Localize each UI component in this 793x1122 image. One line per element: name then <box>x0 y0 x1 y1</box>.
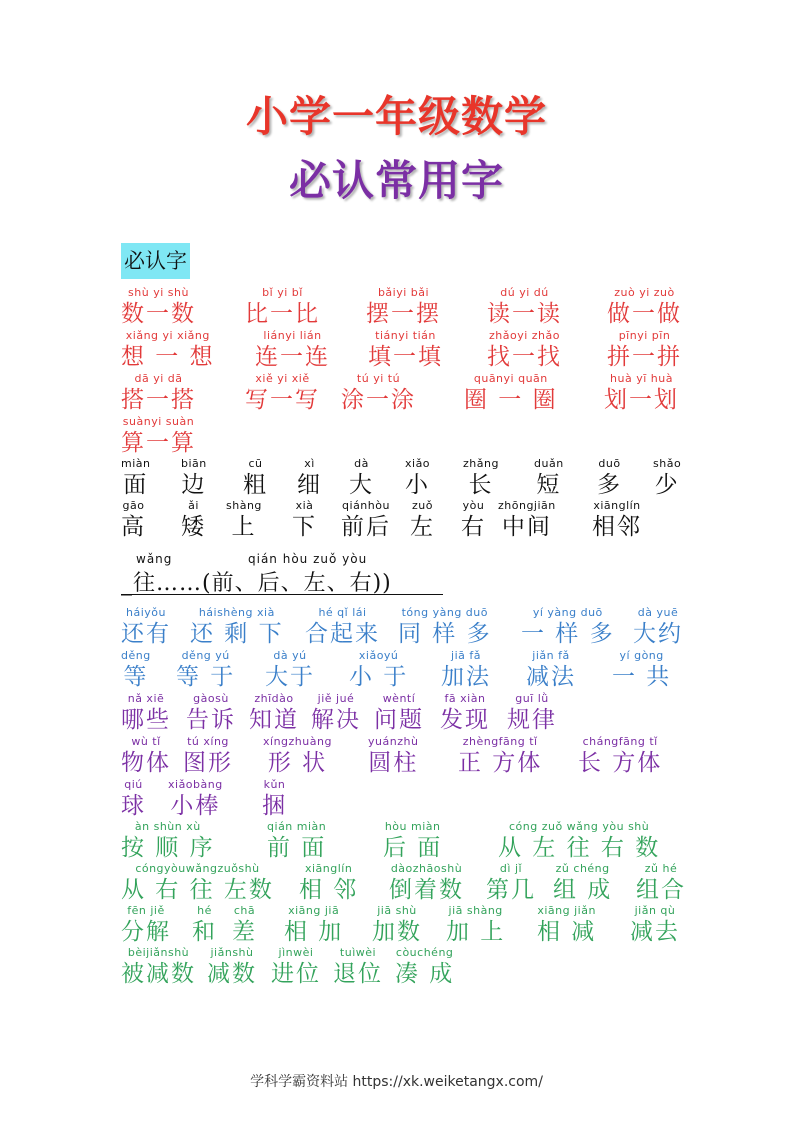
hanzi: 等 <box>123 664 149 690</box>
hanzi: 哪些 <box>121 707 171 733</box>
word-item <box>192 904 217 946</box>
word-item <box>398 606 492 648</box>
word-item <box>190 606 284 648</box>
word-item <box>262 778 287 820</box>
hanzi: 填一填 <box>368 344 443 370</box>
word-item <box>168 778 223 820</box>
word-item <box>464 372 558 414</box>
word-item <box>507 692 557 734</box>
word-item <box>207 946 257 988</box>
pinyin: miàn <box>121 457 151 470</box>
word-item <box>263 735 332 777</box>
wang-pinyin: wǎng <box>136 552 173 566</box>
word-item <box>176 649 235 691</box>
pinyin: duǎn <box>534 457 564 470</box>
pinyin: tú xíng <box>187 735 229 748</box>
pinyin: dà yuē <box>637 606 679 619</box>
hanzi: 组 成 <box>553 877 613 903</box>
page-title: 小学一年级数学 <box>245 92 547 141</box>
hanzi: 加法 <box>441 664 491 690</box>
pinyin: zǔ chéng <box>555 862 610 875</box>
hanzi: 发现 <box>440 707 490 733</box>
word-item <box>226 499 262 541</box>
word-item <box>121 820 215 862</box>
pinyin: qián miàn <box>267 820 327 833</box>
hanzi: 相 减 <box>537 919 597 945</box>
pinyin: jiā fǎ <box>451 649 481 662</box>
pinyin: jiā shù <box>377 904 417 917</box>
word-item <box>366 286 441 328</box>
hanzi: 前后 <box>341 514 391 540</box>
hanzi: 组合 <box>636 877 686 903</box>
pinyin: xiǎoyú <box>358 649 399 662</box>
pinyin: huà yī huà <box>610 372 673 385</box>
pinyin: zǔ hé <box>644 862 678 875</box>
word-item <box>534 457 564 499</box>
word-item <box>121 329 215 371</box>
hanzi: 加数 <box>372 919 422 945</box>
hanzi: 搭一搭 <box>121 387 196 413</box>
hanzi: 大 <box>349 472 374 498</box>
word-item <box>630 904 680 946</box>
hanzi: 高 <box>121 514 146 540</box>
pinyin: dā yi dā <box>134 372 183 385</box>
hanzi: 知道 <box>249 707 299 733</box>
word-item <box>607 329 682 371</box>
pinyin: jiǎn qù <box>634 904 676 917</box>
pinyin: hòu miàn <box>384 820 441 833</box>
word-item <box>604 372 679 414</box>
hanzi: 数一数 <box>121 301 196 327</box>
word-item <box>441 649 491 691</box>
word-item <box>461 499 486 541</box>
pinyin: zhīdào <box>254 692 294 705</box>
pinyin: yòu <box>462 499 485 512</box>
pinyin: yí gòng <box>619 649 664 662</box>
word-item <box>183 735 233 777</box>
word-item <box>395 946 454 988</box>
hanzi: 相 邻 <box>299 877 359 903</box>
word-item <box>311 692 361 734</box>
word-item <box>121 904 171 946</box>
hanzi: 大约 <box>633 621 683 647</box>
word-item <box>121 606 171 648</box>
word-item <box>349 457 374 499</box>
hanzi: 按 顺 序 <box>121 835 215 861</box>
hanzi: 中间 <box>501 514 552 540</box>
hanzi: 物体 <box>121 750 171 776</box>
pinyin: duō <box>598 457 621 470</box>
word-item <box>349 649 408 691</box>
pinyin: bǎiyi bǎi <box>377 286 430 299</box>
hanzi: 长 <box>468 472 494 498</box>
pinyin: tiányi tián <box>375 329 436 342</box>
word-item <box>121 862 274 904</box>
pinyin: quānyi quān <box>473 372 548 385</box>
hanzi: 分解 <box>121 919 171 945</box>
hanzi: 相邻 <box>592 514 642 540</box>
hanzi: 圈 一 圈 <box>464 387 558 413</box>
hanzi: 减数 <box>207 961 257 987</box>
word-item <box>265 649 315 691</box>
hanzi: 凑 成 <box>395 961 455 987</box>
hanzi: 加 上 <box>446 919 506 945</box>
word-item <box>341 499 391 541</box>
pinyin: zhǎng <box>463 457 499 470</box>
hanzi: 退位 <box>333 961 383 987</box>
word-item <box>372 904 422 946</box>
pinyin: dà <box>354 457 369 470</box>
word-item <box>526 649 576 691</box>
word-item <box>597 457 622 499</box>
pinyin: xiāng jiā <box>288 904 340 917</box>
word-item <box>537 904 596 946</box>
direction-pinyin: qián hòu zuǒ yòu <box>248 552 368 566</box>
hanzi: 粗 <box>243 472 268 498</box>
word-item <box>383 820 442 862</box>
pinyin: tú yi tú <box>356 372 401 385</box>
hanzi: 一 共 <box>612 664 672 690</box>
word-item <box>458 735 542 777</box>
pinyin: xiānglín <box>304 862 353 875</box>
pinyin: jiǎn fǎ <box>532 649 570 662</box>
hanzi: 正 方体 <box>458 750 543 776</box>
word-item <box>446 904 505 946</box>
pinyin: háiyǒu <box>126 606 166 619</box>
word-item <box>121 286 196 328</box>
hanzi: 读一读 <box>487 301 562 327</box>
hanzi: 减去 <box>630 919 680 945</box>
word-item <box>305 606 380 648</box>
pinyin: háishèng xià <box>198 606 275 619</box>
word-item <box>653 457 681 499</box>
pinyin: cū <box>248 457 263 470</box>
hanzi: 边 <box>181 472 207 498</box>
word-item <box>612 649 671 691</box>
hanzi: 比一比 <box>245 301 320 327</box>
hanzi: 做一做 <box>607 301 682 327</box>
pinyin: zhōngjiān <box>498 499 556 512</box>
pinyin: zhèngfāng tǐ <box>462 735 538 748</box>
word-item <box>440 692 490 734</box>
pinyin: guī lǜ <box>515 692 549 705</box>
word-item <box>121 457 150 499</box>
pinyin: yuánzhù <box>368 735 419 748</box>
pinyin: chā <box>233 904 256 917</box>
hanzi: 短 <box>536 472 562 498</box>
word-item <box>521 606 615 648</box>
pinyin: biān <box>181 457 207 470</box>
hanzi: 算一算 <box>121 430 196 456</box>
pinyin: dàozhāoshù <box>390 862 463 875</box>
hanzi: 右 <box>461 514 486 540</box>
pinyin: dì jǐ <box>499 862 523 875</box>
hanzi: 和 <box>192 919 217 945</box>
word-item <box>498 820 660 862</box>
pinyin: xiāng jiǎn <box>537 904 596 917</box>
pinyin: cóngyòuwǎngzuǒshù <box>135 862 260 875</box>
pinyin: wèntí <box>382 692 416 705</box>
pinyin: fā xiàn <box>444 692 486 705</box>
word-item <box>245 372 320 414</box>
hanzi: 圆柱 <box>368 750 419 776</box>
hanzi: 矮 <box>181 514 206 540</box>
pinyin: gàosù <box>193 692 229 705</box>
pinyin: bèijiǎnshù <box>127 946 190 959</box>
word-item <box>121 692 171 734</box>
hanzi: 上 <box>231 514 257 540</box>
word-item <box>249 692 299 734</box>
hanzi: 大于 <box>265 664 315 690</box>
pinyin: nǎ xiē <box>127 692 165 705</box>
pinyin: gāo <box>122 499 145 512</box>
pinyin: yí yàng duō <box>532 606 603 619</box>
pinyin: liányi lián <box>263 329 322 342</box>
hanzi: 从 左 往 右 数 <box>498 835 661 861</box>
word-item <box>121 415 196 457</box>
word-item <box>267 820 326 862</box>
pinyin: xiǎo <box>405 457 431 470</box>
hanzi: 被减数 <box>121 961 196 987</box>
hanzi: 解决 <box>311 707 361 733</box>
word-item <box>607 286 682 328</box>
word-item <box>487 286 562 328</box>
word-item <box>368 329 443 371</box>
wang-phrase: _往……(前、后、左、右)) <box>121 571 392 596</box>
word-item <box>292 499 317 541</box>
hanzi: 进位 <box>271 961 321 987</box>
pinyin: dà yú <box>273 649 307 662</box>
footer-source: 学科学霸资料站 https://xk.weiketangx.com/ <box>250 1074 543 1090</box>
pinyin: xiānglín <box>593 499 641 512</box>
pinyin: tóng yàng duō <box>401 606 488 619</box>
pinyin: suànyi suàn <box>122 415 195 428</box>
word-item <box>333 946 383 988</box>
word-item <box>232 904 257 946</box>
pinyin: ǎi <box>188 499 199 512</box>
hanzi: 减法 <box>526 664 576 690</box>
word-item <box>578 735 662 777</box>
pinyin: bǐ yi bǐ <box>262 286 303 299</box>
word-item <box>181 499 206 541</box>
word-item <box>121 778 146 820</box>
hanzi: 球 <box>121 793 146 819</box>
pinyin: jiǎnshù <box>210 946 254 959</box>
pinyin: jìnwèi <box>278 946 314 959</box>
pinyin: hé qǐ lái <box>318 606 367 619</box>
word-item <box>633 606 683 648</box>
word-item <box>592 499 642 541</box>
pinyin: dú yi dú <box>500 286 549 299</box>
word-item <box>341 372 416 414</box>
hanzi: 找一找 <box>487 344 562 370</box>
pinyin: qiánhòu <box>342 499 390 512</box>
hanzi: 一 样 多 <box>521 621 615 647</box>
hanzi: 形 状 <box>267 750 328 776</box>
word-item <box>368 735 418 777</box>
word-item <box>121 946 196 988</box>
pinyin: zuǒ <box>412 499 433 512</box>
pinyin: děng yú <box>181 649 230 662</box>
hanzi: 相 加 <box>284 919 344 945</box>
pinyin: xià <box>295 499 314 512</box>
word-item <box>271 946 321 988</box>
pinyin: kǔn <box>263 778 286 791</box>
hanzi: 后 面 <box>383 835 443 861</box>
pinyin: xiǎng yi xiǎng <box>125 329 210 342</box>
word-item <box>498 499 556 541</box>
pinyin: pīnyi pīn <box>618 329 671 342</box>
pinyin: xiě yi xiě <box>255 372 310 385</box>
word-item <box>243 457 268 499</box>
pinyin: fēn jiě <box>127 904 165 917</box>
hanzi: 差 <box>232 919 257 945</box>
pinyin: zhǎoyi zhǎo <box>489 329 560 342</box>
word-item <box>121 735 171 777</box>
hanzi: 从 右 往 左数 <box>121 877 274 903</box>
hanzi: 倒着数 <box>389 877 464 903</box>
hanzi: 少 <box>654 472 680 498</box>
word-item <box>255 329 330 371</box>
hanzi: 涂一涂 <box>341 387 416 413</box>
hanzi: 想 一 想 <box>121 344 215 370</box>
pinyin: xiǎobàng <box>168 778 223 791</box>
hanzi: 小 <box>405 472 431 498</box>
pinyin: zuò yi zuò <box>614 286 675 299</box>
page-subtitle: 必认常用字 <box>288 156 504 205</box>
word-item <box>405 457 430 499</box>
word-item <box>410 499 435 541</box>
section-label: 必认字 <box>121 243 190 279</box>
hanzi: 下 <box>292 514 317 540</box>
hanzi: 划一划 <box>604 387 679 413</box>
word-item <box>181 457 207 499</box>
pinyin: cóng zuǒ wǎng yòu shù <box>508 820 650 833</box>
hanzi: 面 <box>123 472 149 498</box>
pinyin: shù yi shù <box>128 286 189 299</box>
pinyin: jiā shàng <box>448 904 503 917</box>
hanzi: 长 方体 <box>578 750 663 776</box>
word-item <box>486 862 536 904</box>
hanzi: 写一写 <box>245 387 320 413</box>
word-item <box>299 862 358 904</box>
pinyin: chángfāng tǐ <box>582 735 658 748</box>
hanzi: 摆一摆 <box>366 301 441 327</box>
pinyin: xì <box>304 457 315 470</box>
hanzi: 小棒 <box>170 793 221 819</box>
hanzi: 还有 <box>121 621 171 647</box>
pinyin: jiě jué <box>317 692 355 705</box>
word-item <box>374 692 424 734</box>
hanzi: 细 <box>297 472 322 498</box>
hanzi: 图形 <box>183 750 233 776</box>
word-item <box>245 286 320 328</box>
pinyin: xíngzhuàng <box>263 735 332 748</box>
pinyin: děng <box>121 649 151 662</box>
hanzi: 同 样 多 <box>398 621 492 647</box>
word-item <box>121 372 196 414</box>
hanzi: 前 面 <box>267 835 327 861</box>
hanzi: 连一连 <box>255 344 330 370</box>
hanzi: 告诉 <box>186 707 236 733</box>
pinyin: hé <box>197 904 212 917</box>
word-item <box>463 457 499 499</box>
hanzi: 还 剩 下 <box>190 621 284 647</box>
word-item <box>553 862 612 904</box>
word-item <box>121 649 151 691</box>
hanzi: 拼一拼 <box>607 344 682 370</box>
hanzi: 第几 <box>486 877 536 903</box>
word-item <box>487 329 562 371</box>
hanzi: 捆 <box>262 793 287 819</box>
pinyin: tuìwèi <box>339 946 377 959</box>
word-item <box>186 692 236 734</box>
hanzi: 小 于 <box>349 664 409 690</box>
hanzi: 规律 <box>507 707 557 733</box>
word-item <box>121 499 146 541</box>
pinyin: shàng <box>226 499 262 512</box>
pinyin: shǎo <box>653 457 682 470</box>
hanzi: 等 于 <box>176 664 236 690</box>
pinyin: còuchéng <box>395 946 454 959</box>
word-item <box>284 904 343 946</box>
word-item <box>297 457 322 499</box>
pinyin: qiú <box>124 778 143 791</box>
word-item <box>636 862 686 904</box>
word-item <box>389 862 464 904</box>
hanzi: 问题 <box>374 707 424 733</box>
pinyin: àn shùn xù <box>134 820 201 833</box>
hanzi: 左 <box>410 514 435 540</box>
pinyin: wù tǐ <box>131 735 161 748</box>
hanzi: 合起来 <box>305 621 380 647</box>
hanzi: 多 <box>597 472 622 498</box>
